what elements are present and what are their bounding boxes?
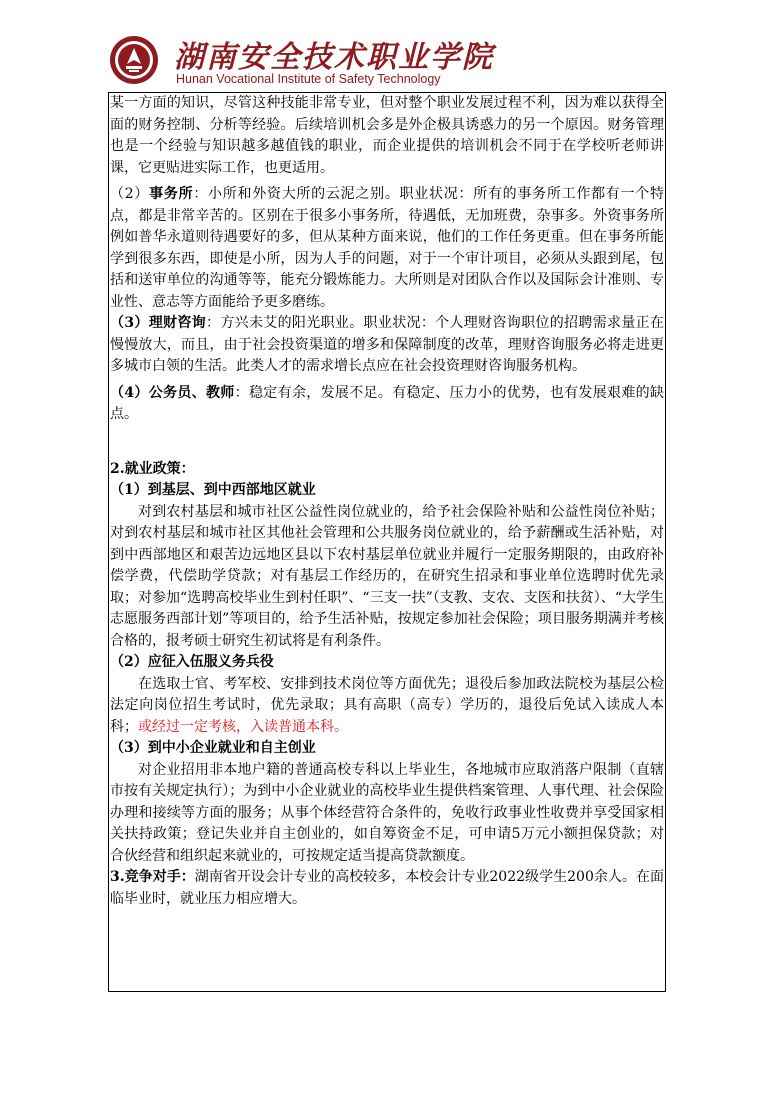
- subsection-text: 对企业招用非本地户籍的普通高校专科以上毕业生，各地城市应取消落户限制（直辖市按有关规定执行）；为到中小企业就业的高校毕业生提供档案管理、人事代理、社会保险办理和接续等方面的服务；从事个体经营符合条件的，免收行政事业性收费并享受国家相关扶持政策；登记失业并自主创业的，如自筹资金不足，可申请5万元小额担保贷款；对合伙经营和组织起来就业的，可按规定适当提高贷款额度。: [110, 761, 664, 864]
- item-heading: 事务所: [149, 186, 194, 202]
- paragraph-continuation: 某一方面的知识，尽管这种技能非常专业，但对整个职业发展过程不利，因为难以获得全面的财务控制、分析等经验。后续培训机会多是外企极具诱惑力的另一个原因。财务管理也是一个经验与知识越多越值钱的职业，而企业提供的培训机会不同于在学校听老师讲课，它更贴进实际工作，也更适用。: [110, 95, 664, 176]
- item-heading: （4）公务员、教师: [110, 384, 235, 401]
- policy-text: 在选取士官、考军校、安排到技术岗位等方面优先；退役后参加政法院校为基层公检法定向岗位招生考试时，优先录取；具有高职（高专）学历的，退役后免试入读成人本科；: [110, 675, 664, 735]
- item-text: ：稳定有余，发展不足。有稳定、压力小的优势，也有发展艰难的缺点。: [110, 384, 665, 422]
- subsection-heading: （1）到基层、到中西部地区就业: [110, 482, 316, 498]
- item-text: 湖南省开设会计专业的高校较多，本校会计专业2022级学生200余人。在面临毕业时，就业压力相应增大。: [110, 869, 664, 907]
- highlighted-text: 或经过一定考核，入读普通本科。: [138, 718, 348, 735]
- subsection-heading: （3）到中小企业就业和自主创业: [110, 740, 316, 756]
- paragraph-firm: [110, 184, 664, 313]
- school-name-cn: 湖南安全技术职业学院: [174, 40, 494, 75]
- paragraph-competitors: [110, 867, 664, 910]
- subsection-text: [110, 674, 664, 739]
- item-text: ：方兴未艾的阳光职业。职业状况：个人理财咨询职位的招聘需求量正在慢慢放大，而且，由于社会投资渠道的增多和保障制度的改革，理财咨询服务必将走进更多城市白领的生活。此类人才的需求增长点应在社会投资理财咨询服务机构。: [110, 315, 664, 374]
- item-text: ：小所和外资大所的云泥之别。职业状况：所有的事务所工作都有一个特点，都是非常辛苦的。区别在于很多小事务所，待遇低，无加班费，杂事多。外资事务所例如普华永道则待遇要好的多，但从某种方面来说，他们的工作任务更重。但在事务所能学到很多东西，即使是小所，因为人手的问题，对于一个审计项目，必须从头跟到尾，包括和送审单位的沟通等等，能充分锻炼能力。大所则是对团队合作以及国际会计准则、专业性、意志等方面能给予更多磨练。: [110, 186, 664, 310]
- document-body: [110, 93, 664, 910]
- paragraph-civil-servant: [110, 383, 664, 426]
- section-heading-competitors: 3.竞争对手：: [110, 869, 195, 885]
- subsection-heading: （2）应征入伍服义务兵役: [110, 654, 274, 670]
- item-heading: （3）理财咨询: [110, 315, 206, 331]
- item-number: （2）: [110, 186, 150, 202]
- paragraph-financial-advisory: [110, 313, 664, 378]
- school-name-en: Hunan Vocational Institute of Safety Technology: [176, 72, 441, 86]
- section-heading-policy: 2.就业政策：: [110, 460, 195, 477]
- page-header: [108, 30, 528, 90]
- subsection-text: 对到农村基层和城市社区公益性岗位就业的，给予社会保险补贴和公益性岗位补贴；对到农村基层和城市社区其他社会管理和公共服务岗位就业的，给予薪酬或生活补贴，对到中西部地区和艰苦边远地区县以下农村基层单位就业并履行一定服务期限的，由政府补偿学费，代偿助学贷款；对有基层工作经历的，在研究生招录和事业单位选聘时优先录取；对参加“选聘高校毕业生到村任职”、“三支一扶”（支教、支农、支医和扶贫）、“大学生志愿服务西部计划”等项目的，给予生活补贴，按规定参加社会保险；项目服务期满并考核合格的，报考硕士研究生初试将是有利条件。: [110, 503, 664, 649]
- school-logo-icon: [108, 34, 160, 86]
